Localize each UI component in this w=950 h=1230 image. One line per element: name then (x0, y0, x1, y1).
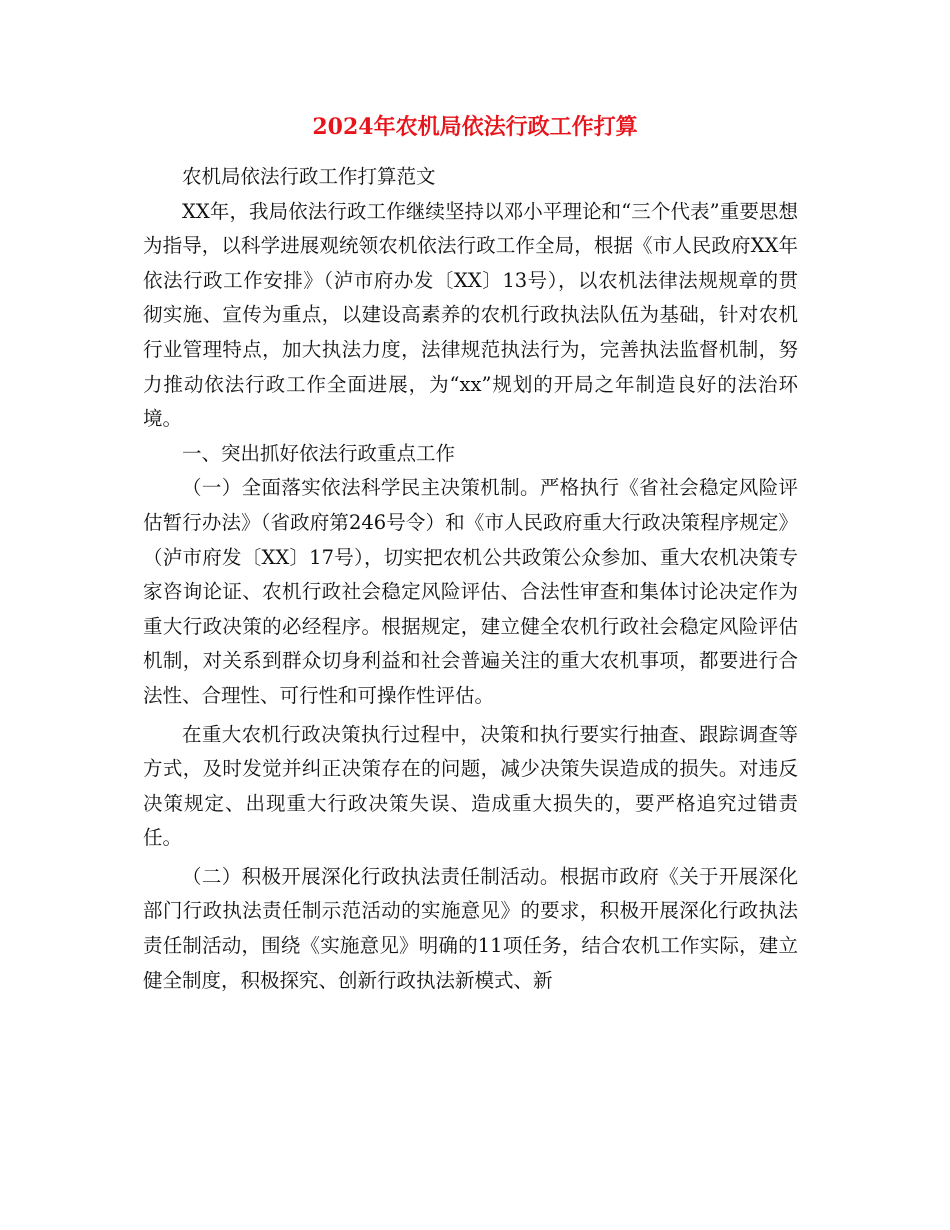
document-title: 2024年农机局依法行政工作打算 (312, 114, 638, 140)
paragraph-item-2: （二）积极开展深化行政执法责任制活动。根据市政府《关于开展深化部门行政执法责任制示范活动的实施意见》的要求，积极开展深化行政执法责任制活动，围绕《实施意见》明确的11项任务，结合农机工作实际，建立健全制度，积极探究、创新行政执法新模式、新 (143, 864, 798, 992)
paragraph-intro: XX年，我局依法行政工作继续坚持以邓小平理论和“三个代表”重要思想为指导，以科学进展观统领农机依法行政工作全局，根据《市人民政府XX年依法行政工作安排》（泸市府办发〔XX〕13号），以农机法律法规规章的贯彻实施、宣传为重点，以建设高素养的农机行政执法队伍为基础，针对农机行业管理特点，加大执法力度，法律规范执法行为，完善执法监督机制，努力推动依法行政工作全面进展，为“xx”规划的开局之年制造良好的法治环境。 (143, 199, 798, 431)
document-body (143, 160, 798, 998)
section-heading: 一、突出抓好依法行政重点工作 (182, 441, 456, 465)
paragraph-subtitle: 农机局依法行政工作打算范文 (182, 165, 436, 188)
paragraph-decision-execution: 在重大农机行政决策执行过程中，决策和执行要实行抽查、跟踪调查等方式，及时发觉并纠正决策存在的问题，减少决策失误造成的损失。对违反决策规定、出现重大行政决策失误、造成重大损失的，要严格追究过错责任。 (143, 722, 798, 850)
paragraph-item-1: （一）全面落实依法科学民主决策机制。严格执行《省社会稳定风险评估暂行办法》（省政府第246号令）和《市人民政府重大行政决策程序规定》（泸市府发〔XX〕17号），切实把农机公共政策公众参加、重大农机决策专家咨询论证、农机行政社会稳定风险评估、合法性审查和集体讨论决定作为重大行政决策的必经程序。根据规定，建立健全农机行政社会稳定风险评估机制，对关系到群众切身利益和社会普遍关注的重大农机事项，都要进行合法性、合理性、可行性和可操作性评估。 (143, 476, 798, 707)
